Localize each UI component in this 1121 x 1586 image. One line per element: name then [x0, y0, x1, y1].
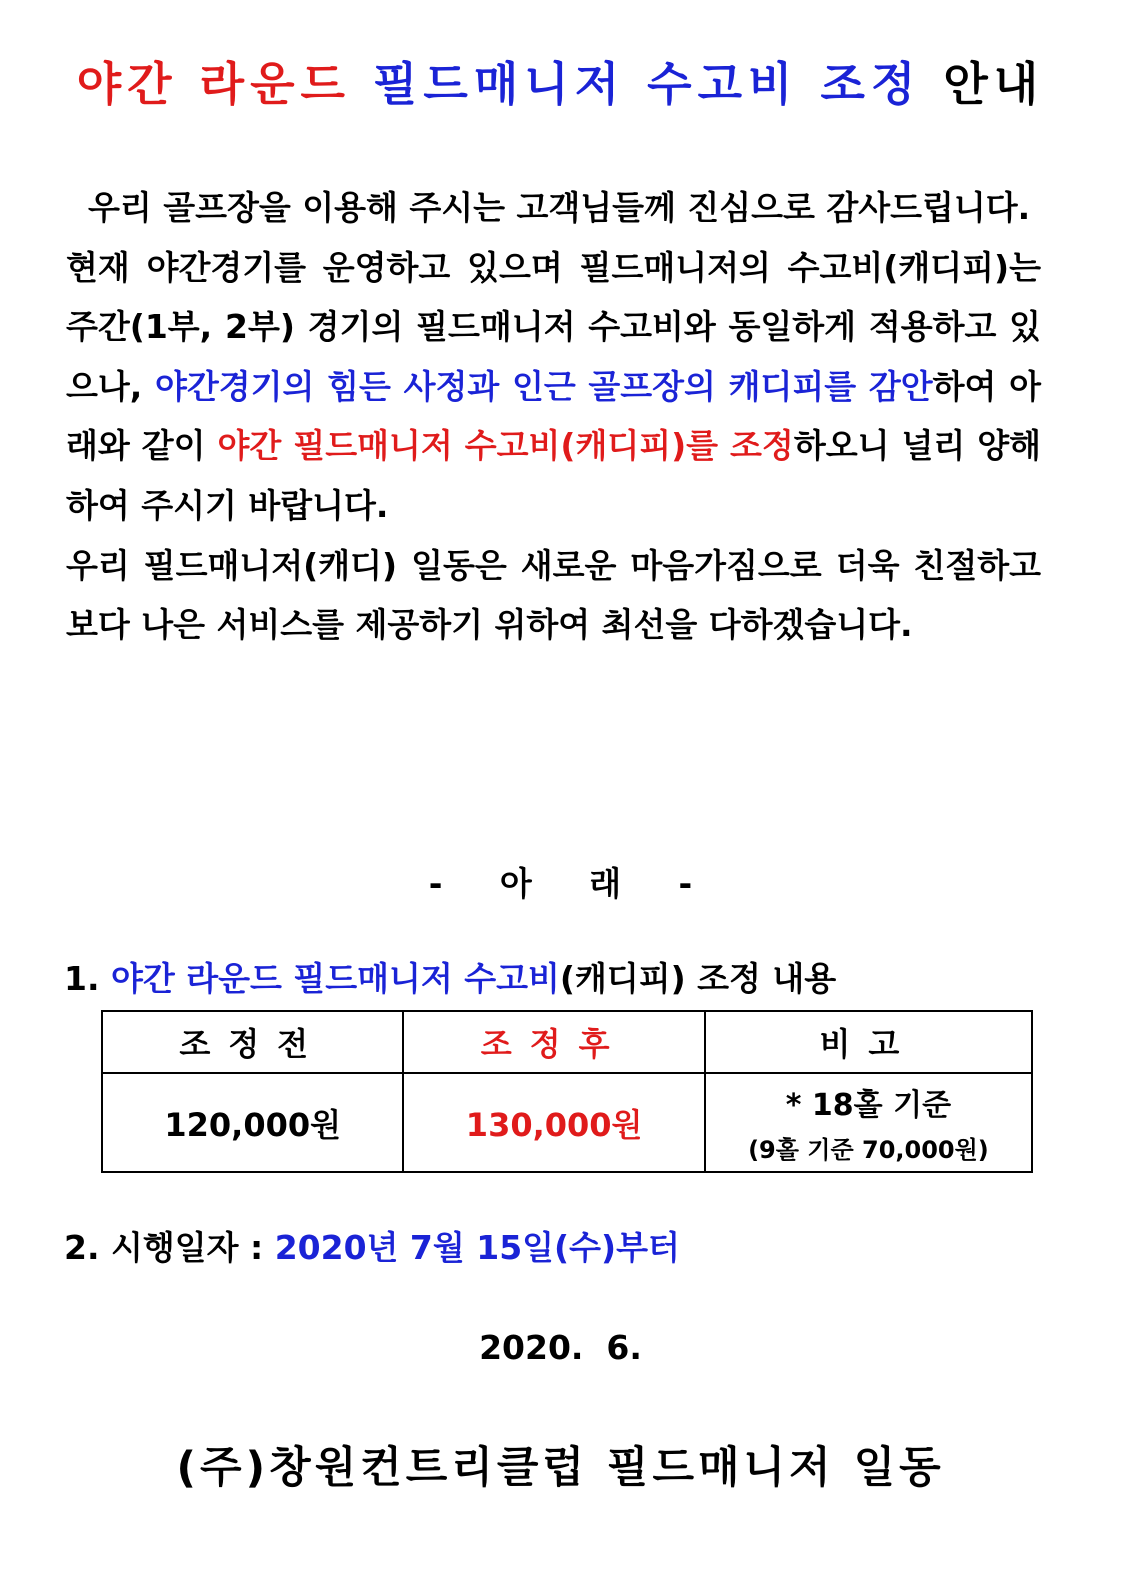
- cell-after: 130,000원: [403, 1073, 704, 1172]
- cell-before: 120,000원: [102, 1073, 403, 1172]
- cell-note: [705, 1073, 1032, 1172]
- table-row: [102, 1073, 1032, 1172]
- title-part-night-round: 야간 라운드: [76, 57, 351, 111]
- item-1-heading: [64, 953, 836, 1000]
- header-before: 조정전: [102, 1011, 403, 1073]
- paragraph-greeting: 우리 골프장을 이용해 주시는 고객님들께 진심으로 감사드립니다.: [88, 188, 1031, 227]
- fee-table: [101, 1010, 1033, 1173]
- adjustment-text-3: 하오니 널리 양해하여 주시기 바랍니다.: [66, 426, 1041, 525]
- adjustment-text-2: 하여 아래와 같이: [66, 366, 1042, 466]
- note-9-holes: (9홀 기준 70,000원): [748, 1136, 989, 1164]
- item-2-label: 2. 시행일자 :: [64, 1228, 275, 1267]
- item-1-highlight: 야간 라운드 필드매니저 수고비: [111, 959, 560, 998]
- paragraph-commitment: 우리 필드매니저(캐디) 일동은 새로운 마음가짐으로 더욱 친절하고 보다 나은 서비스를 제공하기 위하여 최선을 다하겠습니다.: [66, 545, 1041, 645]
- issue-date: 2020. 6.: [479, 1328, 642, 1367]
- item-2-value: 2020년 7월 15일(수)부터: [274, 1228, 680, 1267]
- header-note: 비고: [705, 1011, 1032, 1073]
- title-part-notice: 안내: [943, 57, 1045, 111]
- notice-body: [66, 178, 1041, 655]
- section-heading: - 아 래 -: [428, 864, 693, 903]
- adjustment-text-1: 현재 야간경기를 운영하고 있으며 필드매니저의 수고비(캐디피)는 주간(1부, 2부) 경기의 필드매니저 수고비와 동일하게 적용하고 있으나,: [66, 247, 1041, 406]
- item-1-number: 1.: [64, 959, 100, 998]
- adjustment-reason: 야간경기의 힘든 사정과 인근 골프장의 캐디피를 감안: [155, 366, 933, 406]
- item-1-rest: (캐디피) 조정 내용: [559, 959, 837, 998]
- organization-signature: (주)창원컨트리클럽 필드매니저 일동: [176, 1443, 945, 1493]
- page-title: [0, 48, 1121, 114]
- title-part-fee-adjustment: 필드매니저 수고비 조정: [372, 57, 922, 111]
- header-after: 조정후: [403, 1011, 704, 1073]
- note-18-holes: * 18홀 기준: [785, 1088, 952, 1123]
- paragraph-adjustment: [66, 238, 1041, 536]
- table-header-row: [102, 1011, 1032, 1073]
- adjustment-statement: 야간 필드매니저 수고비(캐디피)를 조정: [217, 426, 794, 466]
- item-2-effective-date: [64, 1222, 680, 1269]
